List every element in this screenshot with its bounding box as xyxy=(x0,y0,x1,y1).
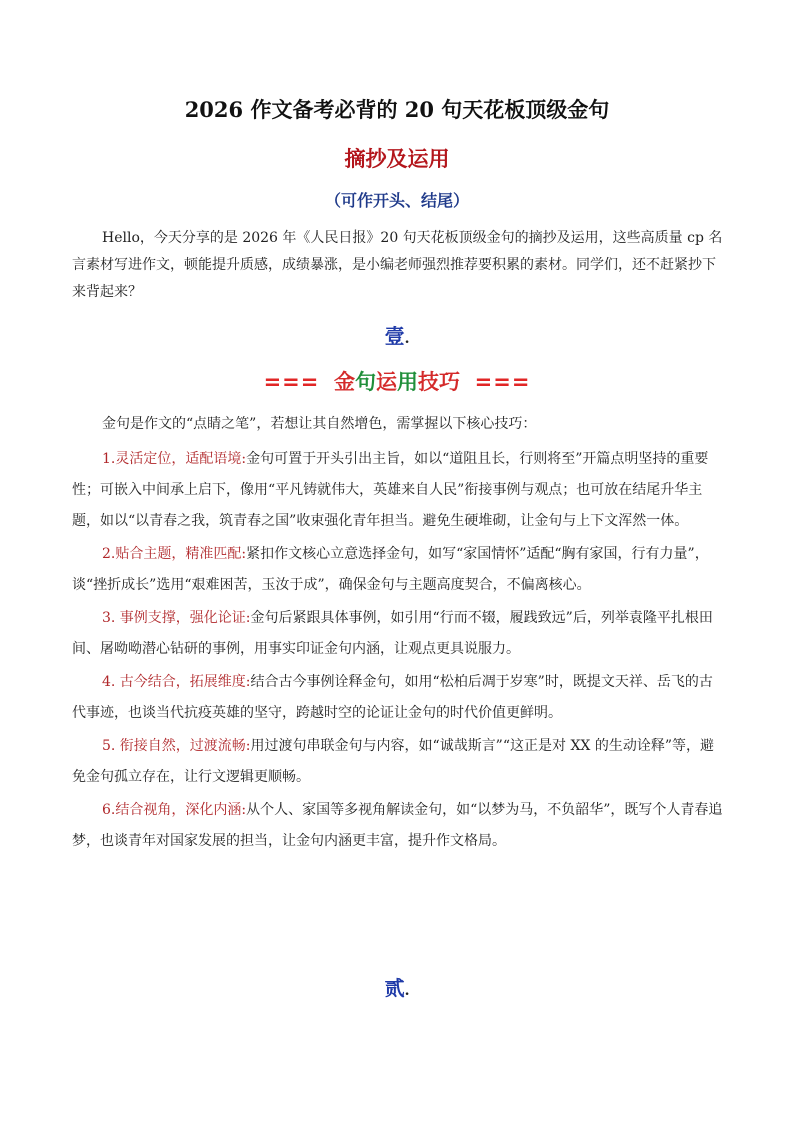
banner-char-1: 金 xyxy=(334,370,355,394)
tip-body: 金句可置于开头引出主旨，如以“道阻且长，行则将至”开篇点明坚持的重要性；可嵌入中间承上启下，像用“平凡铸就伟大，英雄来自人民”衔接事例与观点；也可放在结尾升华主题，如以“以青春之我，筑青春之国”收束强化青年担当。避免生硬堆砌，让金句与上下文浑然一体。 xyxy=(72,451,709,529)
section-number-2-dot: . xyxy=(404,983,410,999)
tip-body: 金句后紧跟具体事例，如引用“行而不辍，履践致远”后，列举袁隆平扎根田间、屠呦呦潜心钻研的事例，用事实印证金句内涵，让观点更具说服力。 xyxy=(72,610,713,657)
banner-right-decoration: === xyxy=(474,370,531,394)
document-title: 2026 作文备考必背的 20 句天花板顶级金句 xyxy=(184,97,610,122)
tip-heading: 4. 古今结合，拓展维度: xyxy=(102,674,251,690)
tip-body: 用过渡句串联金句与内容，如“诚哉斯言”“这正是对 XX 的生动诠释”等，避免金句孤立存在，让行文逻辑更顺畅。 xyxy=(72,738,714,785)
document-subtitle: 摘抄及运用 xyxy=(344,146,450,171)
tips-list xyxy=(72,444,724,859)
tip-body: 紧扣作文核心立意选择金句，如写“家国情怀”适配“胸有家国，行有力量”，谈“挫折成长”选用“艰难困苦，玉汝于成”，确保金句与主题高度契合，不偏离核心。 xyxy=(72,546,709,593)
tip-body: 从个人、家国等多视角解读金句，如“以梦为马，不负韶华”，既写个人青春追梦，也谈青年对国家发展的担当，让金句内涵更丰富，提升作文格局。 xyxy=(72,802,723,849)
tip-body: 结合古今事例诠释金句，如用“松柏后凋于岁寒”时，既提文天祥、岳飞的古代事迹，也谈当代抗疫英雄的坚守，跨越时空的论证让金句的时代价值更鲜明。 xyxy=(72,674,713,721)
section-number-2 xyxy=(0,972,794,1001)
tip-heading: 6.结合视角，深化内涵: xyxy=(102,802,247,818)
banner-char-4: 用 xyxy=(397,370,418,394)
section-banner xyxy=(0,366,794,396)
section-number-2-text: 贰 xyxy=(384,976,405,1000)
tip-heading: 2.贴合主题，精准匹配: xyxy=(102,546,247,562)
section-number-1 xyxy=(0,320,794,349)
tips-lead: 金句是作文的“点睛之笔”，若想让其自然增色，需掌握以下核心技巧： xyxy=(102,416,537,432)
usage-note: （可作开头、结尾） xyxy=(324,191,469,210)
tip-item xyxy=(72,667,724,729)
intro-paragraph: Hello，今天分享的是 2026 年《人民日报》20 句天花板顶级金句的摘抄及运用，这些高质量 cp 名言素材写进作文，顿能提升质感，成绩暴涨，是小编老师强烈推荐要积累的素材。同学们，还不赶紧抄下来背起来？ xyxy=(72,230,723,300)
tip-heading: 1.灵活定位，适配语境: xyxy=(102,451,247,467)
section-number-1-dot: . xyxy=(404,331,410,347)
banner-char-3: 运 xyxy=(376,370,397,394)
section-number-1-text: 壹 xyxy=(384,324,405,348)
banner-char-5: 技巧 xyxy=(418,370,460,394)
banner-left-decoration: === xyxy=(263,370,320,394)
banner-char-2: 句 xyxy=(355,370,376,394)
tip-item xyxy=(72,603,724,665)
tip-item xyxy=(72,795,724,857)
tip-item xyxy=(72,539,724,601)
tip-item xyxy=(72,731,724,793)
tip-heading: 3. 事例支撑，强化论证: xyxy=(102,610,251,626)
tip-item xyxy=(72,444,724,537)
tip-heading: 5. 衔接自然，过渡流畅: xyxy=(102,738,251,754)
